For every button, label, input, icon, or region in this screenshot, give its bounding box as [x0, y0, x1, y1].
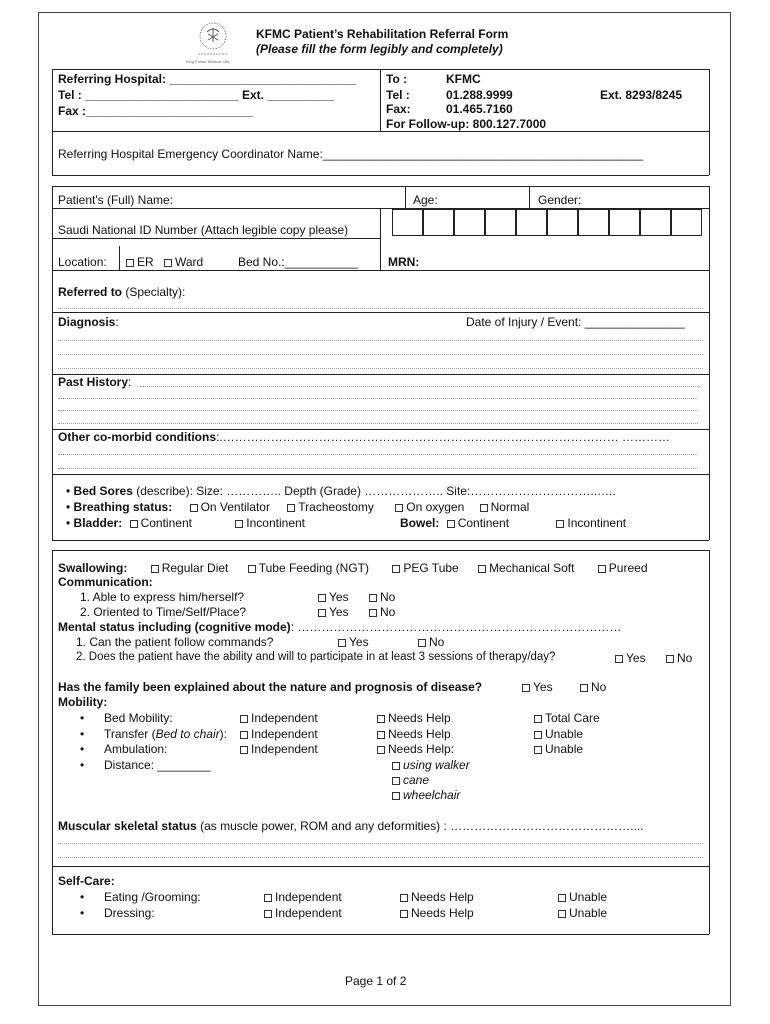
transfer-independent-checkbox[interactable]: [240, 731, 248, 739]
mobility-label: Mobility:: [58, 695, 108, 709]
date-of-injury-field[interactable]: Date of Injury / Event: _______________: [466, 315, 685, 329]
eating-unable-checkbox[interactable]: [558, 894, 566, 902]
tracheostomy-checkbox[interactable]: [287, 504, 295, 512]
commands-yes-checkbox[interactable]: [338, 639, 346, 647]
pureed-checkbox[interactable]: [598, 565, 606, 573]
wheelchair-checkbox[interactable]: [392, 792, 400, 800]
dressing-unable-checkbox[interactable]: [558, 910, 566, 918]
bowel-continent-checkbox[interactable]: [447, 520, 455, 528]
referred-to-field: [58, 285, 185, 299]
id-digit-box[interactable]: [516, 209, 547, 236]
coordinator-name-field[interactable]: Referring Hospital Emergency Coordinator Name:________________________________________________: [58, 147, 644, 161]
peg-tube-checkbox[interactable]: [392, 565, 400, 573]
communication-label: Communication:: [58, 575, 153, 589]
family-question: Has the family been explained about the nature and prognosis of disease?: [58, 680, 483, 694]
family-yes-checkbox[interactable]: [522, 684, 530, 692]
normal-breathing-checkbox[interactable]: [480, 504, 488, 512]
express-no-checkbox[interactable]: [369, 594, 377, 602]
transfer-label: Transfer (Bed to chair):: [104, 727, 227, 741]
communication-q1: 1. Able to express him/herself?: [80, 590, 245, 604]
mrn-field[interactable]: MRN:: [388, 255, 420, 269]
comorbid-field: Other co-morbid conditions:.……………………………………………………………………………………… …………: [58, 430, 671, 444]
form-title: KFMC Patient’s Rehabilitation Referral Form: [256, 27, 509, 41]
bed-mobility-independent-checkbox[interactable]: [240, 715, 248, 723]
diagnosis-field: Diagnosis:: [58, 315, 119, 329]
id-digit-box[interactable]: [454, 209, 485, 236]
mental-status-field: Mental status including (cognitive mode): ………………………………………………………………………: [58, 620, 622, 634]
breathing-status-row: • Breathing status: On Ventilator Tracheostomy On oxygen Normal: [66, 500, 530, 514]
muscular-status-field: Muscular skeletal status (as muscle power, ROM and any deformities) : ………………………………………....: [58, 819, 644, 833]
oriented-no-checkbox[interactable]: [369, 609, 377, 617]
kfmc-fax-value: 01.465.7160: [446, 102, 513, 116]
swallowing-row: Swallowing: Regular Diet Tube Feeding (NGT) PEG Tube Mechanical Soft Pureed: [58, 561, 648, 575]
referring-hospital-field[interactable]: Referring Hospital: ____________________________: [58, 72, 357, 86]
ambulation-independent-checkbox[interactable]: [240, 746, 248, 754]
to-label: To :: [386, 72, 408, 86]
ambulation-label: Ambulation:: [104, 742, 168, 756]
referred-to-rest: (Specialty):: [122, 285, 186, 299]
referring-tel-field[interactable]: Tel : _______________________ Ext. __________: [58, 88, 335, 102]
dressing-independent-checkbox[interactable]: [264, 910, 272, 918]
bed-mobility-total-care-checkbox[interactable]: [534, 715, 542, 723]
past-history-label: Past History: [58, 375, 129, 389]
bed-sores-fields[interactable]: (describe): Size: ………….. Depth (Grade) ……………….. Site:…………………………..…..: [132, 484, 616, 498]
eating-needs-help-checkbox[interactable]: [400, 894, 408, 902]
bowel-row: Bowel: Continent Incontinent: [400, 516, 627, 530]
bed-mobility-needs-help-checkbox[interactable]: [377, 715, 385, 723]
therapy-no-checkbox[interactable]: [666, 655, 674, 663]
distance-field[interactable]: Distance: ________: [104, 758, 211, 772]
kfmc-tel-label: Tel :: [386, 88, 410, 102]
kfmc-followup: For Follow-up: 800.127.7000: [386, 117, 547, 131]
referring-fax-field[interactable]: Fax :_________________________: [58, 104, 253, 118]
national-id-label: Saudi National ID Number (Attach legible copy please): [58, 223, 349, 237]
mental-q1: 1. Can the patient follow commands?: [76, 635, 274, 649]
communication-q2: 2. Oriented to Time/Self/Place?: [80, 605, 247, 619]
eating-label: Eating /Grooming:: [104, 890, 201, 904]
dressing-label: Dressing:: [104, 906, 155, 920]
patient-age-field[interactable]: Age:: [413, 193, 438, 207]
page-number: Page 1 of 2: [345, 974, 407, 988]
er-label: ER: [137, 255, 154, 269]
ward-label: Ward: [175, 255, 204, 269]
tube-feeding-checkbox[interactable]: [248, 565, 256, 573]
dressing-needs-help-checkbox[interactable]: [400, 910, 408, 918]
commands-no-checkbox[interactable]: [418, 639, 426, 647]
family-no-checkbox[interactable]: [580, 684, 588, 692]
self-care-label: Self-Care:: [58, 874, 115, 888]
id-digit-box[interactable]: [423, 209, 454, 236]
express-yes-checkbox[interactable]: [318, 594, 326, 602]
er-checkbox[interactable]: [126, 259, 134, 267]
bowel-incontinent-checkbox[interactable]: [556, 520, 564, 528]
id-digit-box[interactable]: [671, 209, 702, 236]
bed-sores-row: • Bed Sores (describe): Size: ………….. Depth (Grade) ……………….. Site:…………………………..…..: [66, 484, 616, 498]
bed-mobility-label: Bed Mobility:: [104, 711, 173, 725]
id-digit-box[interactable]: [392, 209, 423, 236]
comorbid-label: Other co-morbid conditions: [58, 430, 216, 444]
diagnosis-label: Diagnosis: [58, 315, 116, 329]
bed-number-field[interactable]: Bed No.:___________: [238, 255, 359, 269]
referred-to-label: Referred to: [58, 285, 123, 299]
id-digit-box[interactable]: [609, 209, 640, 236]
kfmc-ext: Ext. 8293/8245: [600, 88, 683, 102]
kfmc-tel-value: 01.288.9999: [446, 88, 513, 102]
location-label: Location:: [58, 255, 107, 269]
patient-gender-field[interactable]: Gender:: [538, 193, 582, 207]
mental-q2: 2. Does the patient have the ability and will to participate in at least 3 sessions of therapy/day?: [76, 651, 556, 663]
id-digit-box[interactable]: [640, 209, 671, 236]
id-digit-box[interactable]: [578, 209, 609, 236]
kfmc-fax-label: Fax:: [386, 102, 411, 116]
patient-name-field[interactable]: Patient's (Full) Name:: [58, 193, 173, 207]
mechanical-soft-checkbox[interactable]: [478, 565, 486, 573]
transfer-needs-help-checkbox[interactable]: [377, 731, 385, 739]
past-history-field: Past History:: [58, 375, 132, 389]
regular-diet-checkbox[interactable]: [151, 565, 159, 573]
cane-checkbox[interactable]: [392, 777, 400, 785]
on-oxygen-checkbox[interactable]: [395, 504, 403, 512]
eating-independent-checkbox[interactable]: [264, 894, 272, 902]
on-ventilator-checkbox[interactable]: [190, 504, 198, 512]
to-value: KFMC: [446, 72, 481, 86]
ward-checkbox[interactable]: [164, 259, 172, 267]
transfer-unable-checkbox[interactable]: [534, 731, 542, 739]
bladder-continent-checkbox[interactable]: [130, 520, 138, 528]
walker-checkbox[interactable]: [392, 762, 400, 770]
ambulation-unable-checkbox[interactable]: [534, 746, 542, 754]
id-digit-box[interactable]: [547, 209, 578, 236]
bed-sores-label: Bed Sores: [73, 484, 133, 498]
form-subtitle: (Please fill the form legibly and completely): [256, 42, 503, 56]
logo-caption: King Fahad Medical City: [186, 59, 230, 64]
id-digit-box[interactable]: [485, 209, 516, 236]
bladder-row: • Bladder: Continent Incontinent: [66, 516, 306, 530]
therapy-yes-checkbox[interactable]: [615, 655, 623, 663]
ambulation-needs-help-checkbox[interactable]: [377, 746, 385, 754]
bladder-incontinent-checkbox[interactable]: [235, 520, 243, 528]
oriented-yes-checkbox[interactable]: [318, 609, 326, 617]
